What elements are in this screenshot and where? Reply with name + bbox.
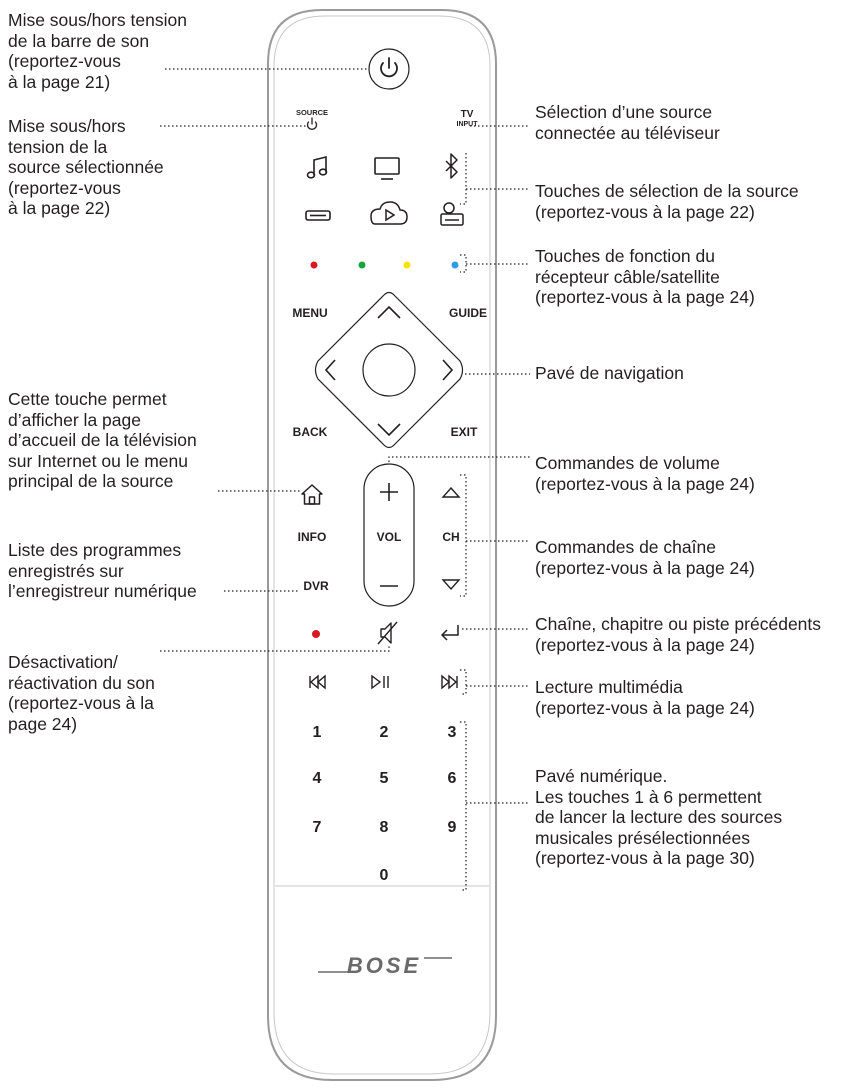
key-9[interactable]: 9 xyxy=(447,819,457,836)
guide-button[interactable]: GUIDE xyxy=(448,306,488,320)
ok-button[interactable] xyxy=(363,344,415,396)
back-button[interactable]: BACK xyxy=(292,425,328,439)
red-key[interactable] xyxy=(311,262,318,269)
key-8[interactable]: 8 xyxy=(379,819,389,836)
key-7[interactable]: 7 xyxy=(312,819,322,836)
callout-keypad: Pavé numérique. Les touches 1 à 6 permettent de lancer la lecture des sources musicales présélectionnées (reportez-vous à la page 30) xyxy=(535,766,783,868)
input-label: INPUT xyxy=(456,121,478,128)
callout-nav-pad: Pavé de navigation xyxy=(535,363,684,383)
callout-power-source: Mise sous/hors tension de la source sélectionnée (reportez-vous à la page 22) xyxy=(8,116,164,218)
yellow-key[interactable] xyxy=(404,262,411,269)
key-6[interactable]: 6 xyxy=(447,770,457,787)
callout-channel: Commandes de chaîne (reportez-vous à la page 24) xyxy=(535,537,755,578)
callout-mute: Désactivation/ réactivation du son (reportez-vous à la page 24) xyxy=(8,652,155,734)
tv-label: TV xyxy=(460,109,474,120)
dvr-button[interactable]: DVR xyxy=(303,579,329,593)
svg-text:BOSE: BOSE xyxy=(346,953,422,978)
callout-source-select: Touches de sélection de la source (reportez-vous à la page 22) xyxy=(535,181,799,222)
record-key[interactable] xyxy=(312,630,320,638)
volume-rocker[interactable] xyxy=(364,464,414,606)
callout-playback: Lecture multimédia (reportez-vous à la page 24) xyxy=(535,677,755,718)
key-4[interactable]: 4 xyxy=(312,770,322,787)
green-key[interactable] xyxy=(359,262,366,269)
blue-key[interactable] xyxy=(452,262,459,269)
ch-label: CH xyxy=(442,530,460,544)
key-5[interactable]: 5 xyxy=(379,770,389,787)
callout-dvr: Liste des programmes enregistrés sur l’enregistreur numérique xyxy=(8,540,197,601)
callout-previous: Chaîne, chapitre ou piste précédents (reportez-vous à la page 24) xyxy=(535,614,822,655)
key-2[interactable]: 2 xyxy=(379,724,389,741)
callout-cable-functions: Touches de fonction du récepteur câble/satellite (reportez-vous à la page 24) xyxy=(535,246,755,307)
vol-label: VOL xyxy=(376,530,402,544)
menu-button[interactable]: MENU xyxy=(292,306,328,320)
callout-home: Cette touche permet d’afficher la page d’accueil de la télévision sur Internet ou le menu principal de la source xyxy=(8,389,197,491)
info-button[interactable]: INFO xyxy=(297,530,327,544)
callout-volume: Commandes de volume (reportez-vous à la page 24) xyxy=(535,453,755,494)
key-3[interactable]: 3 xyxy=(447,724,457,741)
key-0[interactable]: 0 xyxy=(379,867,389,884)
power-soundbar-button[interactable] xyxy=(369,49,409,89)
key-1[interactable]: 1 xyxy=(312,724,322,741)
source-label: SOURCE xyxy=(295,108,329,117)
exit-button[interactable]: EXIT xyxy=(450,425,478,439)
callout-tv-input: Sélection d’une source connectée au téléviseur xyxy=(535,102,720,143)
callout-power-soundbar: Mise sous/hors tension de la barre de son (reportez-vous à la page 21) xyxy=(8,10,187,92)
